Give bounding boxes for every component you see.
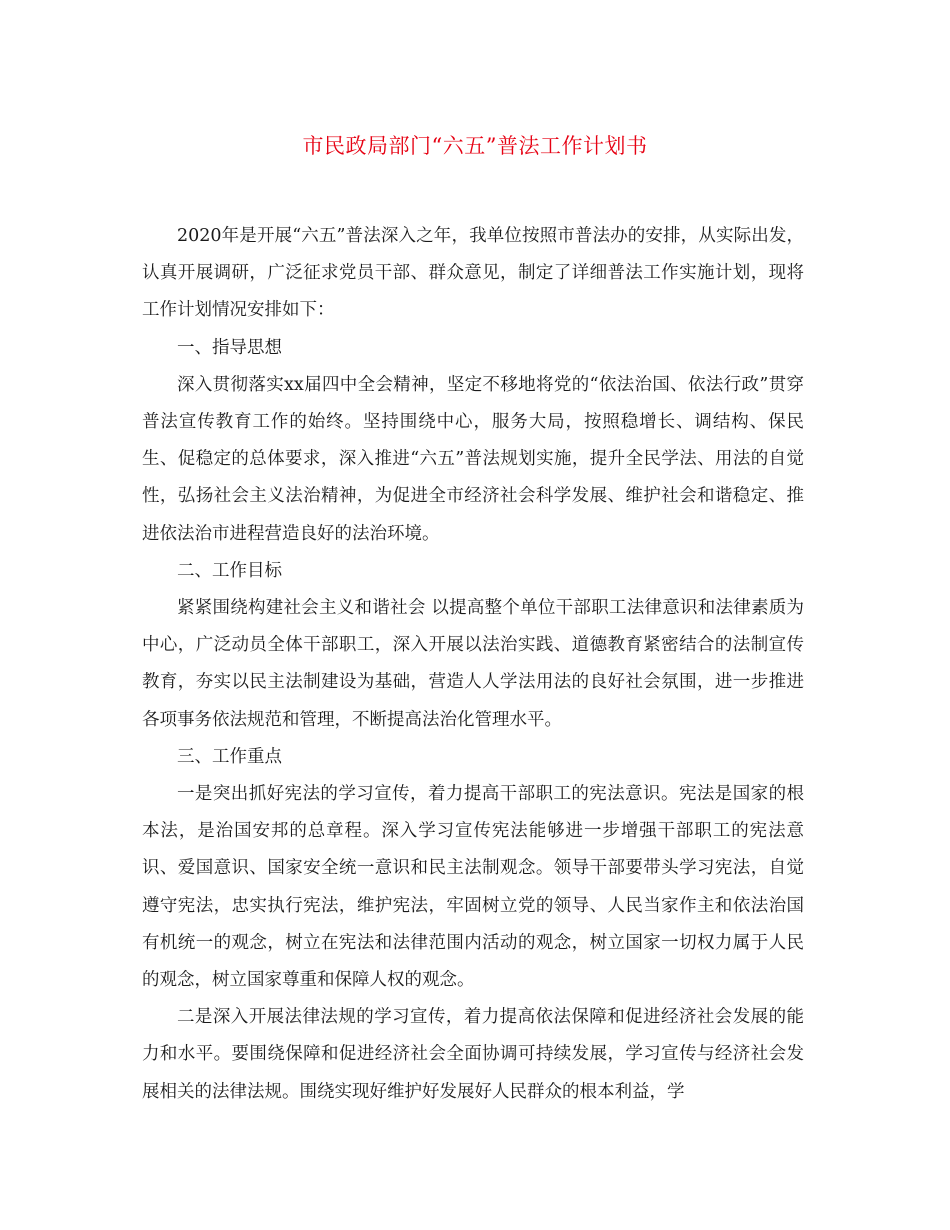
section-heading-work-focus: 三、工作重点 — [177, 746, 282, 767]
section-heading-work-goals: 二、工作目标 — [177, 560, 282, 581]
work-focus-paragraph-1: 一是突出抓好宪法的学习宣传，着力提高干部职工的宪法意识。宪法是国家的根本法，是治国安邦的总章程。深入学习宣传宪法能够进一步增强干部职工的宪法意识、爱国意识、国家安全统一意识和民主法制观念。领导干部要带头学习宪法，自觉遵守宪法，忠实执行宪法，维护宪法，牢固树立党的领导、人民当家作主和依法治国有机统一的观念，树立在宪法和法律范围内活动的观念，树立国家一切权力属于人民的观念，树立国家尊重和保障人权的观念。 — [142, 784, 804, 991]
guiding-thought-paragraph: 深入贯彻落实xx届四中全会精神，坚定不移地将党的“依法治国、依法行政”贯穿普法宣传教育工作的始终。坚持围绕中心，服务大局，按照稳增长、调结构、保民生、促稳定的总体要求，深入推进“六五”普法规划实施，提升全民学法、用法的自觉性，弘扬社会主义法治精神，为促进全市经济社会科学发展、维护社会和谐稳定、推进依法治市进程营造良好的法治环境。 — [142, 374, 804, 544]
document-body — [142, 218, 804, 1111]
section-heading-guiding-thought: 一、指导思想 — [177, 337, 282, 358]
intro-paragraph: 2020年是开展“六五”普法深入之年，我单位按照市普法办的安排，从实际出发，认真开展调研，广泛征求党员干部、群众意见，制定了详细普法工作实施计划，现将工作计划情况安排如下： — [142, 226, 804, 321]
work-focus-paragraph-2: 二是深入开展法律法规的学习宣传，着力提高依法保障和促进经济社会发展的能力和水平。要围绕保障和促进经济社会全面协调可持续发展，学习宣传与经济社会发展相关的法律法规。围绕实现好维护好发展好人民群众的根本利益，学 — [142, 1007, 804, 1102]
work-goals-paragraph: 紧紧围绕构建社会主义和谐社会 以提高整个单位干部职工法律意识和法律素质为中心，广泛动员全体干部职工，深入开展以法治实践、道德教育紧密结合的法制宣传教育，夯实以民主法制建设为基础，营造人人学法用法的良好社会氛围，进一步推进各项事务依法规范和管理，不断提高法治化管理水平。 — [142, 598, 804, 730]
document-title: 市民政局部门“六五”普法工作计划书 — [302, 134, 648, 158]
